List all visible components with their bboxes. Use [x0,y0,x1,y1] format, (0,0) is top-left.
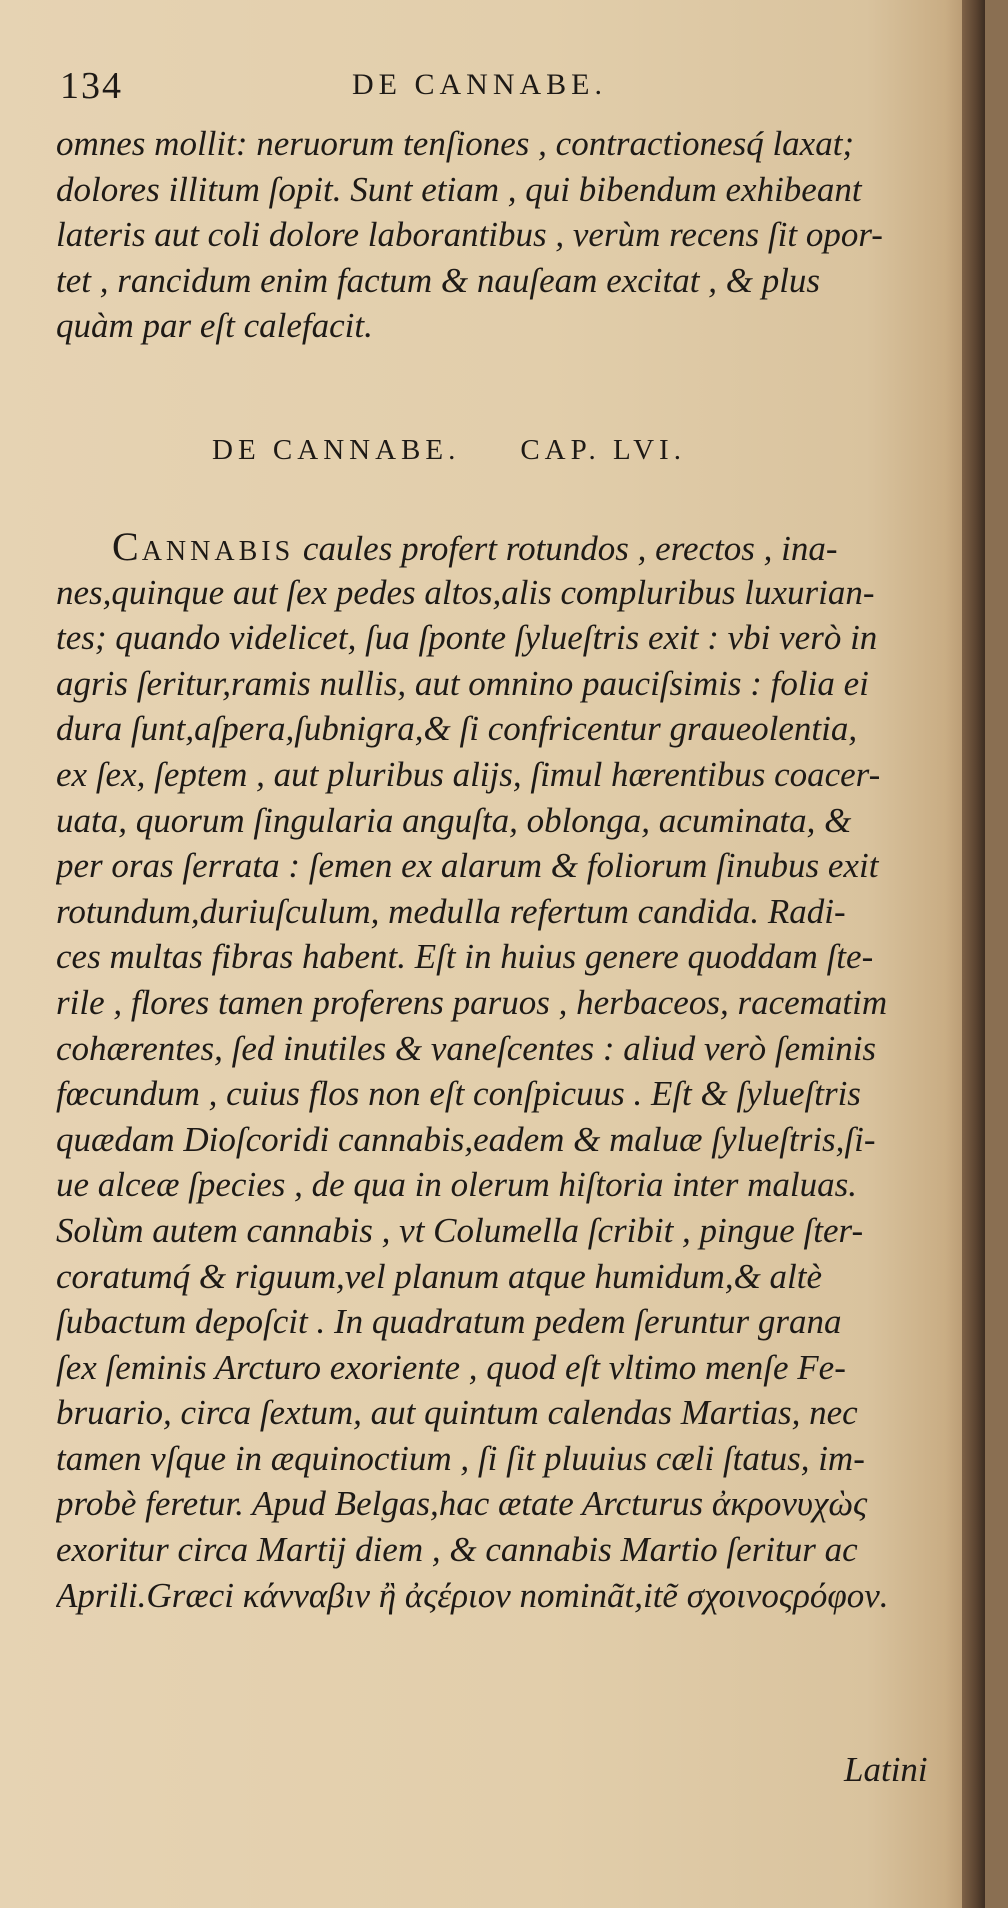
text-line: per oras ſerrata : ſemen ex alarum & foliorum ſinubus exit [56,846,879,886]
first-line-text: caules profert rotundos , erectos , ina- [294,529,838,568]
text-line: Solùm autem cannabis , vt Columella ſcribit , pingue ſter- [56,1210,864,1250]
text-line: ces multas fibras habent. Eſt in huius genere quoddam ſte- [56,937,874,977]
text-line: rotundum,duriuſculum, medulla refertum candida. Radi- [56,891,846,931]
chapter-number: CAP. LVI. [520,434,686,466]
text-line: bruario, circa ſextum, aut quintum calendas Martias, nec [56,1393,858,1433]
text-line: probè feretur. Apud Belgas,hac ætate Arcturus ἀκρονυχὼς [56,1484,868,1524]
text-line: ſubactum depoſcit . In quadratum pedem ſeruntur grana [56,1302,842,1342]
catchword: Latini [844,1750,928,1789]
chapter-body [56,524,956,1618]
text-line: rile , flores tamen proferens paruos , herbaceos, racematim [56,982,888,1022]
text-line: nes,quinque aut ſex pedes altos,alis compluribus luxurian- [56,572,875,612]
text-line: ex ſex, ſeptem , aut pluribus alijs, ſimul hærentibus coacer- [56,754,881,794]
text-line: coratumq́ & riguum,vel planum atque humidum,& altè [56,1256,823,1296]
text-line: agris ſeritur,ramis nullis, aut omnino pauciſsimis : folia ei [56,663,869,703]
first-word-smallcaps: ANNABIS [141,536,295,567]
text-line: quàm par eſt calefacit. [56,306,373,346]
text-line: uata, quorum ſingularia anguſta, oblonga, acuminata, & [56,800,852,840]
page-number: 134 [60,65,123,107]
page-edge-shadow [962,0,985,1908]
chapter-title: DE CANNABE. [212,434,461,466]
text-line: lateris aut coli dolore laborantibus , verùm recens ſit opor- [56,215,883,255]
text-line: ſex ſeminis Arcturo exoriente , quod eſt vltimo menſe Fe- [56,1347,846,1387]
text-line: fœcundum , cuius flos non eſt conſpicuus . Eſt & ſylueſtris [56,1074,861,1114]
text-line: tes; quando videlicet, ſua ſponte ſylueſtris exit : vbi verò in [56,618,878,658]
text-line: dura ſunt,aſpera,ſubnigra,& ſi confricentur graueolentia, [56,709,858,749]
running-head-title: DE CANNABE. [352,68,607,101]
previous-section-text [56,121,956,349]
text-line: tamen vſque in æquinoctium , ſi ſit pluuius cæli ſtatus, im- [56,1438,865,1478]
text-line: Aprili.Græci κάνναβιν ἢ ἀςέριον nominãt,itẽ σχοινοςρόφον. [56,1575,889,1615]
text-line: cohærentes, ſed inutiles & vaneſcentes : aliud verò ſeminis [56,1028,877,1068]
text-line: quædam Dioſcoridi cannabis,eadem & maluæ ſylueſtris,ſi- [56,1119,876,1159]
text-line: exoritur circa Martij diem , & cannabis Martio ſeritur ac [56,1530,858,1570]
running-head [56,64,936,114]
chapter-heading [212,434,912,467]
initial-capital: C [112,524,142,569]
text-line: dolores illitum ſopit. Sunt etiam , qui bibendum exhibeant [56,169,862,209]
text-line: tet , rancidum enim factum & nauſeam excitat , & plus [56,260,821,300]
text-line: ue alceæ ſpecies , de qua in olerum hiſtoria inter maluas. [56,1165,858,1205]
first-line [56,524,956,570]
text-line: omnes mollit: neruorum tenſiones , contractionesq́ laxat; [56,124,855,163]
